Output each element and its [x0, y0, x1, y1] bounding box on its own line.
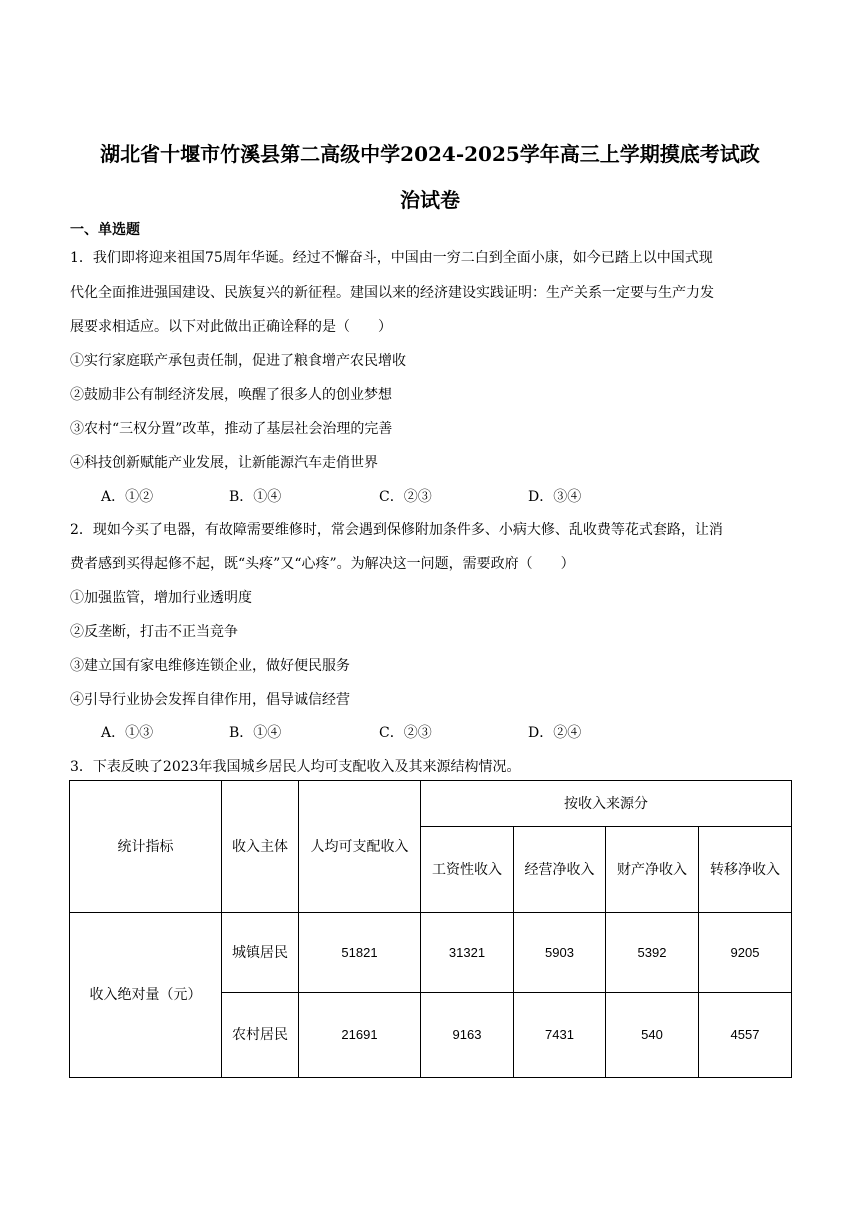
header-property: 财产净收入 — [606, 827, 699, 913]
q1-item-1: ①实行家庭联产承包责任制，促进了粮食增产农民增收 — [70, 353, 406, 369]
q1-stem-line-3: 展要求相适应。以下对此做出正确诠释的是（ ） — [70, 319, 392, 335]
q2-stem-line-1: 2．现如今买了电器，有故障需要维修时，常会遇到保修附加条件多、小病大修、乱收费等花式套路，让消 — [70, 522, 723, 538]
rural-transfer: 4557 — [699, 993, 792, 1078]
q2-option-a: A．①③ — [101, 725, 154, 741]
q2-item-3: ③建立国有家电维修连锁企业，做好便民服务 — [70, 658, 350, 674]
income-table — [69, 780, 792, 1078]
q1-stem-line-1: 1．我们即将迎来祖国75周年华诞。经过不懈奋斗，中国由一穷二白到全面小康，如今已踏上以中国式现 — [70, 250, 713, 266]
q1-option-a: A．①② — [101, 489, 154, 505]
q2-option-b: B．①④ — [229, 725, 282, 741]
rural-property: 540 — [606, 993, 699, 1078]
table-row-urban — [70, 913, 792, 993]
header-transfer: 转移净收入 — [699, 827, 792, 913]
q3-stem: 3．下表反映了2023年我国城乡居民人均可支配收入及其来源结构情况。 — [70, 759, 521, 775]
header-business: 经营净收入 — [514, 827, 606, 913]
q1-item-4: ④科技创新赋能产业发展，让新能源汽车走俏世界 — [70, 455, 378, 471]
q1-option-d: D．③④ — [528, 489, 582, 505]
q2-item-4: ④引导行业协会发挥自律作用，倡导诚信经营 — [70, 692, 350, 708]
exam-title-line-2: 治试卷 — [400, 188, 460, 212]
q1-item-2: ②鼓励非公有制经济发展，唤醒了很多人的创业梦想 — [70, 387, 392, 403]
rural-label: 农村居民 — [222, 993, 299, 1078]
header-subject: 收入主体 — [222, 781, 299, 913]
section-heading: 一、单选题 — [70, 222, 140, 238]
q2-stem-line-2: 费者感到买得起修不起，既“头疼”又“心疼”。为解决这一问题，需要政府（ ） — [70, 556, 575, 572]
urban-disposable: 51821 — [299, 913, 421, 993]
q2-option-d: D．②④ — [528, 725, 582, 741]
q1-stem-line-2: 代化全面推进强国建设、民族复兴的新征程。建国以来的经济建设实践证明：生产关系一定要与生产力发 — [70, 285, 714, 301]
urban-property: 5392 — [606, 913, 699, 993]
urban-label: 城镇居民 — [222, 913, 299, 993]
q2-item-1: ①加强监管，增加行业透明度 — [70, 590, 252, 606]
q2-item-2: ②反垄断，打击不正当竞争 — [70, 624, 238, 640]
header-disposable: 人均可支配收入 — [299, 781, 421, 913]
q1-option-c: C．②③ — [379, 489, 432, 505]
urban-transfer: 9205 — [699, 913, 792, 993]
rural-business: 7431 — [514, 993, 606, 1078]
urban-wage: 31321 — [421, 913, 514, 993]
q1-option-b: B．①④ — [229, 489, 282, 505]
exam-title-line-1: 湖北省十堰市竹溪县第二高级中学2024-2025学年高三上学期摸底考试政 — [100, 142, 760, 166]
row-label: 收入绝对量（元） — [70, 913, 222, 1078]
header-wage: 工资性收入 — [421, 827, 514, 913]
header-source: 按收入来源分 — [421, 781, 792, 827]
table-header-row-1 — [70, 781, 792, 827]
q1-item-3: ③农村“三权分置”改革，推动了基层社会治理的完善 — [70, 421, 393, 437]
urban-business: 5903 — [514, 913, 606, 993]
rural-disposable: 21691 — [299, 993, 421, 1078]
rural-wage: 9163 — [421, 993, 514, 1078]
header-indicator: 统计指标 — [70, 781, 222, 913]
q2-option-c: C．②③ — [379, 725, 432, 741]
